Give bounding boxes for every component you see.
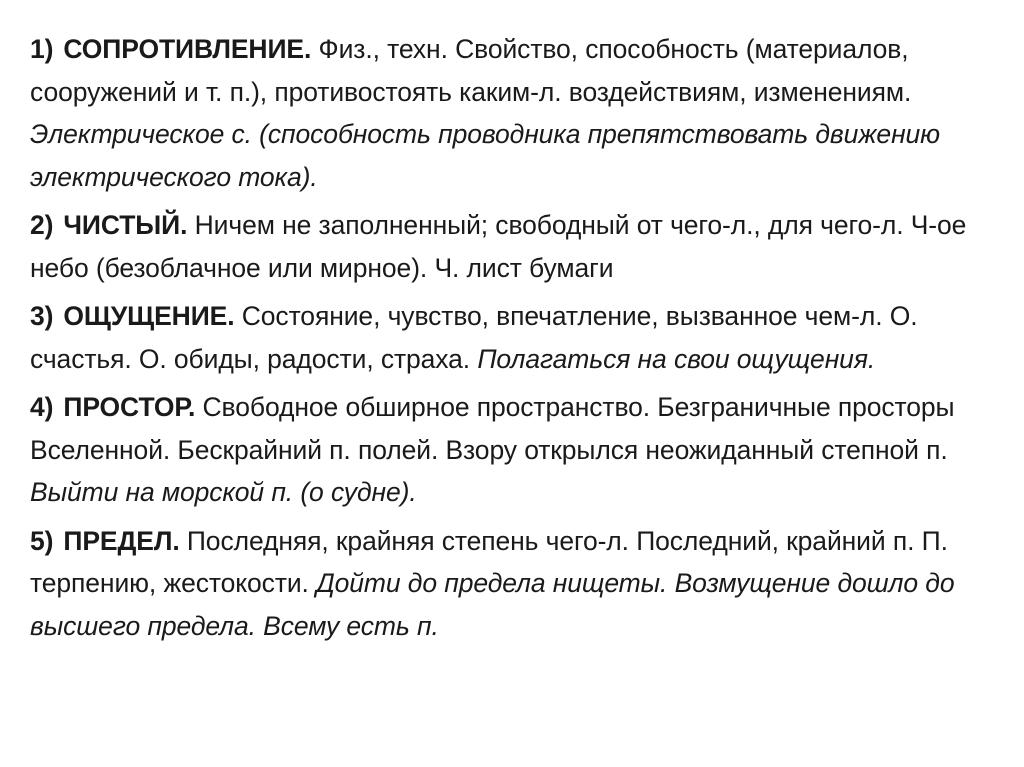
entry-number: 2) bbox=[30, 210, 54, 240]
entry-definition: Ничем не заполненный; свободный от чего-л., для чего-л. Ч-ое небо (безоблачное или мирное). Ч. лист бумаги bbox=[30, 210, 967, 283]
dictionary-entry-5 bbox=[30, 520, 1002, 648]
entry-headword: ОЩУЩЕНИЕ. bbox=[63, 301, 235, 331]
entry-definition: Свободное обширное пространство. Безграничные просторы Вселенной. Бескрайний п. полей. Взору открылся неожиданный степной п. bbox=[30, 392, 955, 465]
entry-headword: СОПРОТИВЛЕНИЕ. bbox=[63, 34, 312, 64]
entry-number: 4) bbox=[30, 392, 54, 422]
entry-headword: ПРЕДЕЛ. bbox=[63, 525, 180, 556]
entry-example: Выйти на морской п. (о судне). bbox=[30, 477, 417, 507]
entry-headword: ПРОСТОР. bbox=[63, 392, 196, 422]
entry-number: 1) bbox=[30, 34, 54, 64]
entry-definition: Состояние, чувство, впечатление, вызванное чем-л. О. счастья. О. обиды, радости, страха. bbox=[30, 301, 918, 374]
entry-definition: Физ., техн. Свойство, способность (материалов, сооружений и т. п.), противостоять каким-л. воздействиям, изменениям. bbox=[30, 34, 912, 107]
entry-example: Полагаться на свои ощущения. bbox=[477, 343, 876, 374]
entry-definition: Последняя, крайняя степень чего-л. Последний, крайний п. П. терпению, жестокости. bbox=[30, 525, 948, 598]
entry-number: 3) bbox=[30, 301, 54, 331]
entry-example: Электрическое с. (способность проводника препятствовать движению электрического тока). bbox=[30, 119, 941, 192]
dictionary-entries bbox=[30, 28, 1002, 653]
dictionary-entry-2 bbox=[30, 204, 1002, 289]
dictionary-entry-3 bbox=[30, 295, 1002, 380]
entry-headword: ЧИСТЫЙ. bbox=[63, 210, 188, 240]
dictionary-entry-1 bbox=[30, 28, 1002, 198]
entry-example: Дойти до предела нищеты. Возмущение дошло до высшего предела. Всему есть п. bbox=[30, 568, 955, 641]
entry-number: 5) bbox=[30, 525, 54, 556]
dictionary-entry-4 bbox=[30, 386, 1002, 514]
